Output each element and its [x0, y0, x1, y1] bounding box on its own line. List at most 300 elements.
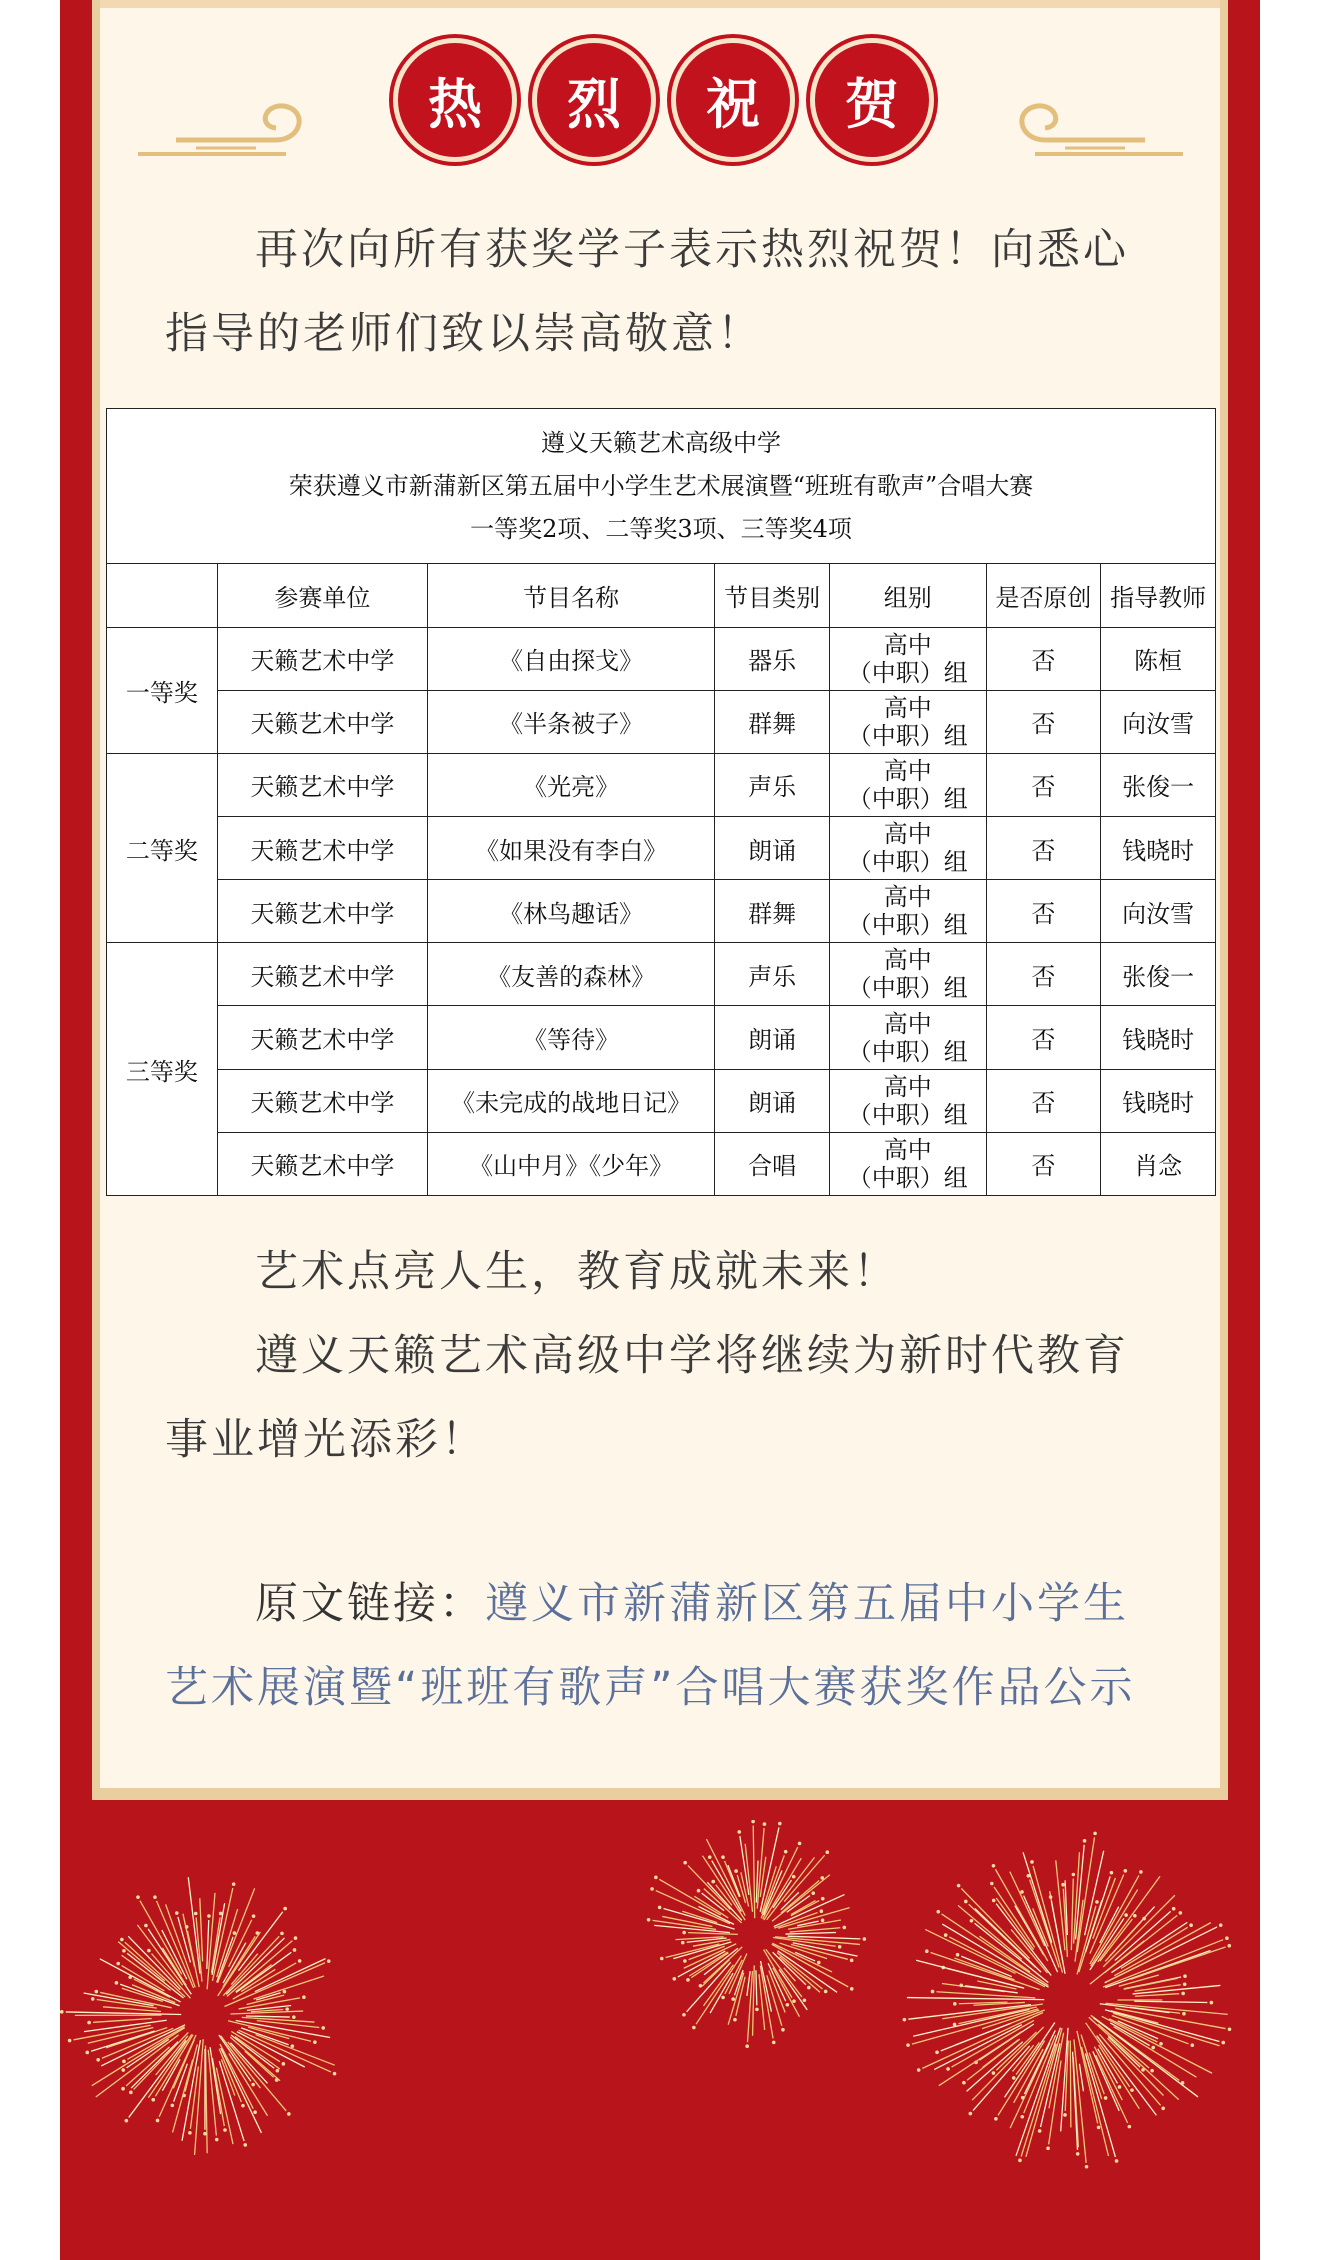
- firework-spark: [992, 1899, 996, 1903]
- firework-ray: [200, 1898, 203, 1961]
- firework-spark: [935, 2050, 939, 2054]
- firework-spark: [721, 1855, 725, 1859]
- firework-spark: [1141, 2068, 1145, 2072]
- firework-ray: [729, 1953, 747, 1993]
- header-program: 节目名称: [428, 564, 715, 627]
- firework-spark: [1183, 1974, 1187, 1978]
- firework-spark: [798, 1842, 802, 1846]
- group-top: 高中: [883, 883, 932, 912]
- firework-spark: [321, 2026, 325, 2030]
- firework-spark: [215, 2138, 219, 2142]
- firework-spark: [842, 1926, 846, 1930]
- firework-ray: [975, 1923, 1049, 1982]
- firework-spark: [219, 1912, 223, 1916]
- firework-spark: [1139, 1870, 1143, 1874]
- firework-spark: [207, 1914, 211, 1918]
- group-top: 高中: [883, 1072, 932, 1101]
- firework-ray: [159, 2035, 196, 2117]
- group-top: 高中: [883, 1135, 932, 1164]
- group-top: 高中: [883, 693, 932, 722]
- cell-original: 否: [986, 817, 1101, 880]
- firework-spark: [946, 2067, 950, 2071]
- firework-spark: [817, 1961, 821, 1965]
- firework-spark: [1133, 1914, 1137, 1918]
- cell-group: [829, 1006, 986, 1069]
- firework-spark: [175, 1911, 179, 1915]
- cell-category: 群舞: [715, 880, 830, 943]
- firework-spark: [1150, 2069, 1154, 2073]
- firework-spark: [708, 1855, 712, 1859]
- firework-spark: [682, 1931, 686, 1935]
- award-label: 三等奖: [107, 943, 218, 1196]
- firework-spark: [850, 1959, 854, 1963]
- group-top: 高中: [883, 946, 932, 975]
- firework-spark: [233, 1931, 237, 1935]
- firework-spark: [194, 1912, 198, 1916]
- cell-group: [829, 627, 986, 690]
- firework-spark: [1076, 2152, 1080, 2156]
- header-blank: [107, 564, 218, 627]
- firework-spark: [711, 1880, 715, 1884]
- award-table-body: [107, 627, 1216, 1195]
- firework-spark: [1095, 1900, 1099, 1904]
- firework-spark: [824, 1990, 828, 1994]
- table-row: [107, 690, 1216, 753]
- firework-ray: [995, 1869, 1047, 1961]
- cell-category: 朗诵: [715, 817, 830, 880]
- group-top: 高中: [883, 1009, 932, 1038]
- left-cloud-icon: [136, 96, 316, 162]
- badge-re: 热: [393, 38, 517, 162]
- badge-he: 贺: [810, 38, 934, 162]
- cell-group: [829, 1069, 986, 1132]
- cell-program: 《等待》: [428, 1006, 715, 1069]
- firework-spark: [1072, 1873, 1076, 1877]
- group-top: 高中: [883, 630, 932, 659]
- firework-spark: [692, 2026, 696, 2030]
- header-group: 组别: [829, 564, 986, 627]
- table-title-line-1: 遵义天籁艺术高级中学: [541, 428, 781, 457]
- firework-spark: [781, 2028, 785, 2032]
- award-label: 二等奖: [107, 753, 218, 942]
- firework-spark: [647, 1918, 651, 1922]
- firework-spark: [682, 2013, 686, 2017]
- cell-original: 否: [986, 1132, 1101, 1195]
- firework-spark: [962, 2081, 966, 2085]
- source-link-prefix: 原文链接：: [255, 1579, 485, 1629]
- firework-ray: [1135, 1994, 1179, 1997]
- firework-spark: [683, 1861, 687, 1865]
- cell-teacher: 向汝雪: [1101, 880, 1216, 943]
- group-bottom: （中职）组: [847, 974, 968, 1003]
- firework-spark: [992, 1864, 996, 1868]
- firework-spark: [786, 2003, 790, 2007]
- firework-spark: [1190, 2043, 1194, 2047]
- firework-spark: [1046, 2147, 1050, 2151]
- cell-program: 《如果没有李白》: [428, 817, 715, 880]
- cell-unit: 天籁艺术中学: [217, 880, 427, 943]
- cell-original: 否: [986, 753, 1101, 816]
- firework-spark: [136, 1895, 140, 1899]
- closing-line-2: 遵义天籁艺术高级中学将继续为新时代教育事业增光添彩！: [165, 1331, 1129, 1465]
- firework-spark: [1115, 2159, 1119, 2163]
- firework-spark: [838, 1945, 842, 1949]
- table-row: [107, 627, 1216, 690]
- firework-spark: [153, 1895, 157, 1899]
- firework-spark: [144, 1924, 148, 1928]
- firework-spark: [1219, 1923, 1223, 1927]
- firework-spark: [251, 2083, 255, 2087]
- firework-spark: [293, 1948, 297, 1952]
- firework-spark: [1183, 1982, 1187, 1986]
- firework-spark: [778, 1822, 782, 1826]
- cell-group: [829, 943, 986, 1006]
- firework-spark: [964, 1900, 968, 1904]
- firework-ray: [688, 1933, 738, 1935]
- firework-spark: [803, 1998, 807, 2002]
- firework-spark: [1020, 2115, 1024, 2119]
- cell-teacher: 张俊一: [1101, 753, 1216, 816]
- firework-spark: [85, 2051, 89, 2055]
- firework-spark: [953, 2002, 957, 2006]
- firework-ray: [1082, 2047, 1109, 2156]
- firework-spark: [1221, 2041, 1225, 2045]
- firework-spark: [60, 2010, 64, 2014]
- award-table: [106, 408, 1216, 1196]
- firework-ray: [790, 1928, 841, 1932]
- firework-spark: [1181, 1992, 1185, 1996]
- firework-spark: [1097, 2126, 1101, 2130]
- cell-category: 合唱: [715, 1132, 830, 1195]
- firework-ray: [916, 1960, 1024, 1988]
- cell-teacher: 钱晓时: [1101, 1069, 1216, 1132]
- firework-spark: [292, 2015, 296, 2019]
- firework-ray: [1093, 1878, 1116, 1939]
- table-header-row: [107, 564, 1216, 627]
- group-top: 高中: [883, 756, 932, 785]
- firework-spark: [956, 1953, 960, 1957]
- firework-ray: [1071, 1878, 1073, 1950]
- firework-ray: [66, 2012, 181, 2015]
- firework-spark: [903, 2018, 907, 2022]
- firework-spark: [291, 2044, 295, 2048]
- firework-spark: [1083, 1839, 1087, 1843]
- cell-unit: 天籁艺术中学: [217, 943, 427, 1006]
- firework-spark: [721, 1996, 725, 2000]
- intro-paragraph: 再次向所有获奖学子表示热烈祝贺！向悉心指导的老师们致以崇高敬意！: [165, 225, 1129, 359]
- firework-spark: [283, 1990, 287, 1994]
- cell-group: [829, 690, 986, 753]
- firework-spark: [990, 1882, 994, 1886]
- table-row: [107, 1132, 1216, 1195]
- firework-spark: [994, 2117, 998, 2121]
- group-bottom: （中职）组: [847, 721, 968, 750]
- firework-spark: [203, 2132, 207, 2136]
- firework-spark: [1210, 2001, 1214, 2005]
- source-link-paragraph: [165, 1562, 1155, 1730]
- table-title-line-2: 荣获遵义市新蒲新区第五届中小学生艺术展演暨“班班有歌声”合唱大赛: [288, 471, 1034, 500]
- firework-spark: [763, 1822, 767, 1826]
- firework-spark: [944, 1933, 948, 1937]
- firework-ray: [246, 2016, 290, 2017]
- firework-spark: [1020, 1890, 1024, 1894]
- firework-spark: [654, 1876, 658, 1880]
- firework-center-icon: [640, 1820, 870, 2050]
- firework-spark: [660, 1957, 664, 1961]
- cell-teacher: 钱晓时: [1101, 1006, 1216, 1069]
- firework-ray: [221, 2036, 261, 2088]
- firework-ray: [96, 2035, 179, 2097]
- cell-teacher: 钱晓时: [1101, 817, 1216, 880]
- firework-ray: [772, 1944, 849, 1987]
- firework-spark: [826, 1850, 830, 1854]
- group-bottom: （中职）组: [847, 1100, 968, 1129]
- group-bottom: （中职）组: [847, 784, 968, 813]
- firework-ray: [965, 1986, 1018, 1993]
- firework-spark: [1151, 2046, 1155, 2050]
- firework-spark: [1159, 2042, 1163, 2046]
- firework-ray: [231, 2031, 280, 2061]
- firework-spark: [1110, 1871, 1114, 1875]
- cell-program: 《林鸟趣话》: [428, 880, 715, 943]
- firework-spark: [1172, 1907, 1176, 1911]
- firework-ray: [785, 1933, 836, 1935]
- table-title-line-3: 一等奖2项、二等奖3项、三等奖4项: [470, 514, 852, 543]
- firework-spark: [285, 2007, 289, 2011]
- firework-spark: [1130, 2088, 1134, 2092]
- firework-spark: [672, 1977, 676, 1981]
- firework-spark: [772, 2041, 776, 2045]
- firework-ray: [1103, 1940, 1223, 1987]
- firework-spark: [1128, 2125, 1132, 2129]
- firework-spark: [751, 1820, 755, 1823]
- firework-spark: [1227, 1944, 1231, 1948]
- cell-original: 否: [986, 690, 1101, 753]
- firework-spark: [1179, 1911, 1183, 1915]
- firework-spark: [188, 2131, 192, 2135]
- group-bottom: （中职）组: [847, 911, 968, 940]
- firework-spark: [156, 2119, 160, 2123]
- firework-spark: [185, 1925, 189, 1929]
- firework-ray: [1056, 1860, 1065, 1950]
- group-bottom: （中职）组: [847, 658, 968, 687]
- firework-spark: [1124, 1869, 1128, 1873]
- firework-spark: [68, 2039, 72, 2043]
- header-unit: 参赛单位: [217, 564, 427, 627]
- cell-group: [829, 880, 986, 943]
- right-cloud-icon: [1005, 96, 1185, 162]
- firework-spark: [1021, 2096, 1025, 2100]
- firework-spark: [95, 1990, 99, 1994]
- firework-spark: [650, 1887, 654, 1891]
- header-original: 是否原创: [986, 564, 1101, 627]
- firework-spark: [792, 1999, 796, 2003]
- firework-ray: [1134, 2001, 1207, 2002]
- firework-spark: [252, 1914, 256, 1918]
- cell-unit: 天籁艺术中学: [217, 690, 427, 753]
- cell-original: 否: [986, 880, 1101, 943]
- firework-spark: [147, 1949, 151, 1953]
- firework-ray: [747, 1971, 750, 1996]
- firework-spark: [1063, 2113, 1067, 2117]
- firework-ray: [728, 1973, 744, 2025]
- firework-spark: [298, 1959, 302, 1963]
- firework-ray: [195, 2039, 204, 2155]
- cell-category: 朗诵: [715, 1006, 830, 1069]
- firework-spark: [333, 2072, 337, 2076]
- firework-spark: [327, 1959, 331, 1963]
- header-teacher: 指导教师: [1101, 564, 1216, 627]
- firework-spark: [122, 1949, 126, 1953]
- cell-unit: 天籁艺术中学: [217, 627, 427, 690]
- firework-spark: [1061, 1883, 1065, 1887]
- cell-original: 否: [986, 627, 1101, 690]
- firework-spark: [1012, 2076, 1016, 2080]
- firework-spark: [1189, 1923, 1193, 1927]
- firework-spark: [969, 2112, 973, 2116]
- firework-spark: [129, 2091, 133, 2095]
- firework-spark: [232, 1882, 236, 1886]
- firework-spark: [87, 2021, 91, 2025]
- firework-spark: [170, 2104, 174, 2108]
- firework-spark: [1085, 2165, 1089, 2169]
- firework-spark: [1093, 1832, 1097, 1836]
- firework-spark: [1182, 2012, 1186, 2016]
- firework-spark: [784, 1850, 788, 1854]
- firework-ray: [207, 1920, 209, 1969]
- firework-spark: [313, 2040, 317, 2044]
- cell-program: 《自由探戈》: [428, 627, 715, 690]
- cell-program: 《半条被子》: [428, 690, 715, 753]
- firework-spark: [120, 1938, 124, 1942]
- firework-spark: [115, 1981, 119, 1985]
- firework-spark: [91, 1997, 95, 2001]
- cell-category: 朗诵: [715, 1069, 830, 1132]
- firework-spark: [733, 2018, 737, 2022]
- firework-spark: [697, 1889, 701, 1893]
- cell-group: [829, 817, 986, 880]
- firework-spark: [121, 2068, 125, 2072]
- firework-spark: [863, 1937, 867, 1941]
- cell-unit: 天籁艺术中学: [217, 1006, 427, 1069]
- table-title: [107, 409, 1216, 564]
- firework-ray: [696, 1956, 741, 2025]
- firework-right-icon: [900, 1830, 1240, 2170]
- cell-unit: 天籁艺术中学: [217, 1132, 427, 1195]
- firework-spark: [959, 1983, 963, 1987]
- firework-spark: [957, 1884, 961, 1888]
- cell-teacher: 向汝雪: [1101, 690, 1216, 753]
- firework-spark: [821, 1918, 825, 1922]
- firework-left-icon: [60, 1870, 350, 2160]
- firework-ray: [230, 2011, 303, 2014]
- firework-spark: [280, 1932, 284, 1936]
- firework-spark: [936, 1910, 940, 1914]
- firework-spark: [686, 1978, 690, 1982]
- badge-zhu: 祝: [671, 38, 795, 162]
- table-row: [107, 1006, 1216, 1069]
- firework-spark: [253, 2110, 257, 2114]
- firework-spark: [96, 2058, 100, 2062]
- source-link[interactable]: 遵义市新蒲新区第五届中小学生艺术展演暨“班班有歌声”合唱大赛获奖作品公示: [165, 1579, 1136, 1713]
- firework-spark: [241, 2104, 245, 2108]
- firework-spark: [745, 2044, 749, 2048]
- firework-spark: [1018, 2159, 1022, 2163]
- cell-original: 否: [986, 1006, 1101, 1069]
- group-bottom: （中职）组: [847, 1163, 968, 1192]
- firework-spark: [953, 2023, 957, 2027]
- firework-spark: [151, 2098, 155, 2102]
- firework-spark: [121, 2087, 125, 2091]
- firework-spark: [970, 1919, 974, 1923]
- cell-program: 《山中月》《少年》: [428, 1132, 715, 1195]
- firework-spark: [302, 1995, 306, 1999]
- firework-spark: [792, 1875, 796, 1879]
- table-row: [107, 880, 1216, 943]
- firework-spark: [807, 1986, 811, 1990]
- firework-spark: [850, 1987, 854, 1991]
- firework-spark: [755, 2008, 759, 2012]
- cell-unit: 天籁艺术中学: [217, 753, 427, 816]
- firework-spark: [658, 1906, 662, 1910]
- firework-spark: [1118, 2085, 1122, 2089]
- firework-spark: [243, 2143, 247, 2147]
- firework-spark: [681, 1941, 685, 1945]
- firework-spark: [223, 2128, 227, 2132]
- cell-group: [829, 1132, 986, 1195]
- firework-ray: [223, 1943, 246, 1983]
- table-row: [107, 943, 1216, 1006]
- top-strip: [100, 0, 1220, 8]
- cell-teacher: 张俊一: [1101, 943, 1216, 1006]
- firework-spark: [282, 2062, 286, 2066]
- firework-spark: [1142, 1917, 1146, 1921]
- firework-spark: [820, 1909, 824, 1913]
- firework-spark: [294, 1936, 298, 1940]
- table-row: [107, 753, 1216, 816]
- firework-spark: [125, 2119, 129, 2123]
- firework-ray: [756, 1970, 757, 2005]
- firework-spark: [699, 1984, 703, 1988]
- firework-spark: [925, 1949, 929, 1953]
- cell-program: 《友善的森林》: [428, 943, 715, 1006]
- firework-spark: [1161, 2107, 1165, 2111]
- cell-teacher: 肖念: [1101, 1132, 1216, 1195]
- award-label: 一等奖: [107, 627, 218, 753]
- firework-spark: [1030, 1860, 1034, 1864]
- header-category: 节目类别: [715, 564, 830, 627]
- cell-teacher: 陈桓: [1101, 627, 1216, 690]
- firework-spark: [992, 2071, 996, 2075]
- firework-ray: [1070, 2040, 1071, 2127]
- group-bottom: （中职）组: [847, 1037, 968, 1066]
- firework-spark: [683, 1959, 687, 1963]
- firework-ray: [93, 2018, 152, 2022]
- firework-ray: [753, 1965, 755, 2035]
- firework-ray: [242, 2017, 315, 2022]
- firework-ray: [233, 1963, 296, 1999]
- cell-program: 《光亮》: [428, 753, 715, 816]
- firework-spark: [122, 2060, 126, 2064]
- firework-spark: [1049, 1895, 1053, 1899]
- firework-spark: [811, 1891, 815, 1895]
- cell-unit: 天籁艺术中学: [217, 1069, 427, 1132]
- firework-spark: [731, 1997, 735, 2001]
- firework-spark: [283, 1907, 287, 1911]
- group-top: 高中: [883, 820, 932, 849]
- cell-category: 声乐: [715, 943, 830, 1006]
- firework-ray: [994, 1887, 1035, 1948]
